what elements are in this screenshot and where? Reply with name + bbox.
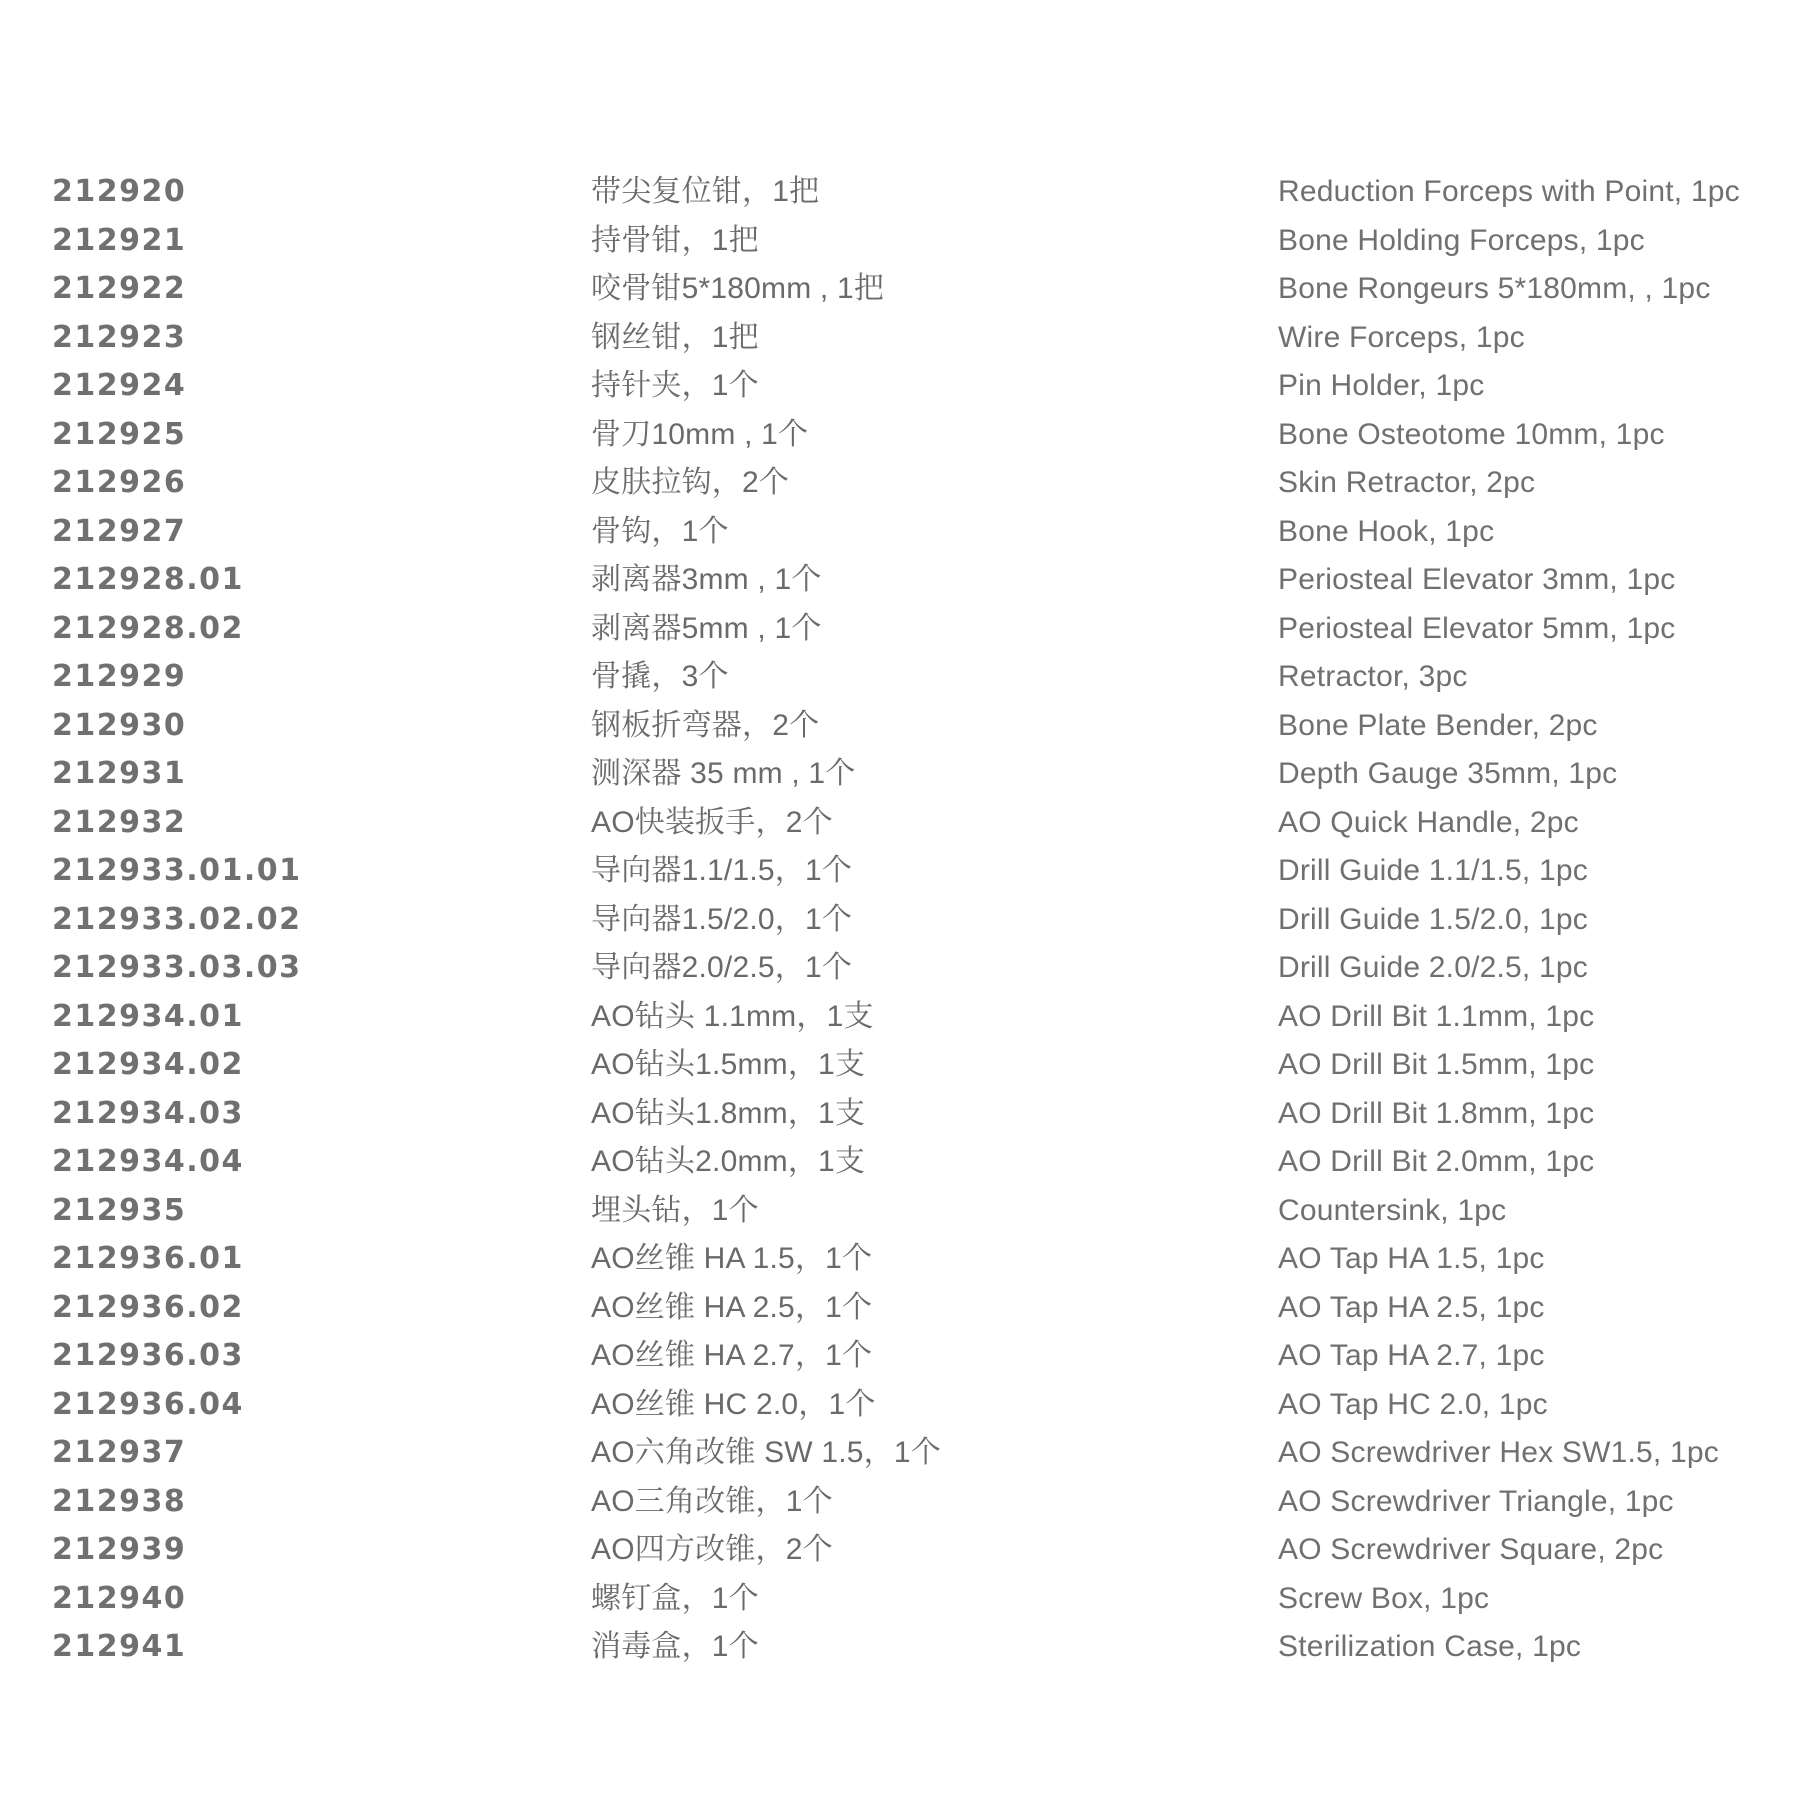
item-name-chinese: 钢丝钳，1把 — [591, 320, 759, 354]
list-item — [0, 1575, 1800, 1624]
item-name-chinese: 螺钉盒，1个 — [591, 1581, 759, 1615]
item-code: 212926 — [52, 465, 187, 500]
list-item — [0, 168, 1800, 217]
item-name-english: Periosteal Elevator 3mm, 1pc — [1278, 563, 1676, 596]
item-name-english: Reduction Forceps with Point, 1pc — [1278, 175, 1740, 208]
list-item — [0, 1235, 1800, 1284]
list-item — [0, 1332, 1800, 1381]
item-name-chinese: AO钻头1.8mm，1支 — [591, 1096, 866, 1130]
list-item — [0, 653, 1800, 702]
item-name-chinese: AO快装扳手，2个 — [591, 805, 833, 839]
list-item — [0, 847, 1800, 896]
list-item — [0, 217, 1800, 266]
item-name-english: AO Tap HC 2.0, 1pc — [1278, 1387, 1548, 1421]
item-name-chinese: 带尖复位钳，1把 — [591, 175, 820, 208]
item-name-english: AO Screwdriver Square, 2pc — [1278, 1533, 1664, 1566]
item-name-english: Skin Retractor, 2pc — [1278, 466, 1536, 499]
item-name-english: Bone Holding Forceps, 1pc — [1278, 223, 1645, 257]
item-code: 212925 — [52, 416, 187, 452]
list-item — [0, 1526, 1800, 1575]
item-name-english: Retractor, 3pc — [1278, 660, 1468, 693]
item-code: 212936.03 — [52, 1338, 244, 1373]
list-item — [0, 1138, 1800, 1187]
item-name-english: AO Screwdriver Triangle, 1pc — [1278, 1484, 1674, 1518]
item-name-chinese: AO四方改锥，2个 — [591, 1533, 833, 1566]
item-name-english: AO Tap HA 2.7, 1pc — [1278, 1339, 1545, 1372]
item-code: 212933.02.02 — [52, 901, 302, 937]
item-name-chinese: 骨钩，1个 — [591, 514, 729, 548]
item-name-english: AO Drill Bit 1.5mm, 1pc — [1278, 1048, 1595, 1081]
list-item — [0, 1090, 1800, 1139]
item-code: 212933.01.01 — [52, 853, 302, 888]
item-name-chinese: AO丝锥 HA 2.7，1个 — [591, 1339, 873, 1372]
item-name-chinese: 消毒盒，1个 — [591, 1630, 759, 1663]
item-name-chinese: 持针夹，1个 — [591, 369, 759, 402]
item-name-english: AO Drill Bit 1.8mm, 1pc — [1278, 1096, 1595, 1130]
item-name-english: Sterilization Case, 1pc — [1278, 1630, 1582, 1663]
item-code: 212936.01 — [52, 1241, 244, 1276]
item-name-english: AO Drill Bit 1.1mm, 1pc — [1278, 999, 1595, 1033]
item-name-chinese: 咬骨钳5*180mm , 1把 — [591, 272, 885, 305]
item-name-chinese: 剥离器3mm , 1个 — [591, 563, 822, 596]
item-name-chinese: 钢板折弯器，2个 — [591, 708, 820, 742]
item-code: 212934.02 — [52, 1047, 244, 1082]
item-name-chinese: 导向器1.1/1.5，1个 — [591, 854, 853, 887]
item-code: 212929 — [52, 659, 187, 694]
list-item — [0, 1478, 1800, 1527]
item-name-chinese: AO丝锥 HA 2.5，1个 — [591, 1290, 873, 1324]
item-name-chinese: 导向器2.0/2.5，1个 — [591, 951, 853, 984]
item-name-chinese: 剥离器5mm , 1个 — [591, 611, 822, 645]
item-code: 212939 — [52, 1532, 187, 1567]
item-name-chinese: 骨撬，3个 — [591, 660, 729, 693]
list-item — [0, 508, 1800, 557]
item-code: 212934.01 — [52, 998, 244, 1034]
item-code: 212927 — [52, 513, 187, 549]
item-name-chinese: AO钻头1.5mm，1支 — [591, 1048, 866, 1081]
item-name-english: AO Tap HA 2.5, 1pc — [1278, 1290, 1545, 1324]
instrument-list — [0, 168, 1800, 1672]
list-item — [0, 265, 1800, 314]
item-code: 212940 — [52, 1580, 187, 1616]
item-name-english: Bone Plate Bender, 2pc — [1278, 708, 1598, 742]
item-name-english: Periosteal Elevator 5mm, 1pc — [1278, 611, 1676, 645]
list-item — [0, 1381, 1800, 1430]
item-name-english: AO Screwdriver Hex SW1.5, 1pc — [1278, 1436, 1719, 1469]
item-name-english: Bone Osteotome 10mm, 1pc — [1278, 417, 1665, 451]
item-code: 212936.02 — [52, 1289, 244, 1325]
item-code: 212938 — [52, 1483, 187, 1519]
list-item — [0, 993, 1800, 1042]
list-item — [0, 896, 1800, 945]
item-name-chinese: 持骨钳，1把 — [591, 223, 759, 257]
item-code: 212941 — [52, 1629, 187, 1664]
item-code: 212934.03 — [52, 1095, 244, 1131]
item-code: 212932 — [52, 804, 187, 840]
item-code: 212921 — [52, 222, 187, 258]
list-item — [0, 1041, 1800, 1090]
item-name-chinese: AO三角改锥，1个 — [591, 1484, 833, 1518]
list-item — [0, 1429, 1800, 1478]
item-name-chinese: AO钻头2.0mm，1支 — [591, 1145, 866, 1178]
item-name-chinese: 埋头钻，1个 — [591, 1193, 759, 1227]
item-name-chinese: 皮肤拉钩，2个 — [591, 466, 790, 499]
item-name-chinese: AO钻头 1.1mm，1支 — [591, 999, 874, 1033]
item-name-english: AO Drill Bit 2.0mm, 1pc — [1278, 1145, 1595, 1178]
list-item — [0, 556, 1800, 605]
item-name-chinese: AO丝锥 HA 1.5，1个 — [591, 1242, 873, 1275]
item-code: 212935 — [52, 1192, 187, 1228]
list-item — [0, 605, 1800, 654]
item-name-english: Screw Box, 1pc — [1278, 1581, 1490, 1615]
item-name-english: Depth Gauge 35mm, 1pc — [1278, 757, 1618, 790]
list-item — [0, 1623, 1800, 1672]
item-code: 212934.04 — [52, 1144, 244, 1179]
list-item — [0, 362, 1800, 411]
item-name-english: Bone Hook, 1pc — [1278, 514, 1495, 548]
list-item — [0, 1284, 1800, 1333]
item-name-english: AO Quick Handle, 2pc — [1278, 805, 1579, 839]
item-name-chinese: 骨刀10mm , 1个 — [591, 417, 809, 451]
item-code: 212937 — [52, 1435, 187, 1470]
item-name-english: Drill Guide 2.0/2.5, 1pc — [1278, 951, 1588, 984]
item-code: 212928.01 — [52, 562, 244, 597]
list-item — [0, 314, 1800, 363]
list-item — [0, 750, 1800, 799]
item-name-english: Drill Guide 1.1/1.5, 1pc — [1278, 854, 1588, 887]
list-item — [0, 702, 1800, 751]
item-code: 212924 — [52, 368, 187, 403]
item-code: 212931 — [52, 756, 187, 791]
item-name-chinese: AO六角改锥 SW 1.5，1个 — [591, 1436, 941, 1469]
item-name-chinese: 导向器1.5/2.0，1个 — [591, 902, 853, 936]
item-code: 212928.02 — [52, 610, 244, 646]
item-code: 212930 — [52, 707, 187, 743]
list-item — [0, 459, 1800, 508]
list-item — [0, 411, 1800, 460]
item-code: 212923 — [52, 319, 187, 355]
item-code: 212933.03.03 — [52, 950, 302, 985]
list-item — [0, 944, 1800, 993]
item-name-chinese: 测深器 35 mm , 1个 — [591, 757, 856, 790]
item-name-english: AO Tap HA 1.5, 1pc — [1278, 1242, 1545, 1275]
item-code: 212936.04 — [52, 1386, 244, 1422]
list-item — [0, 799, 1800, 848]
item-name-english: Bone Rongeurs 5*180mm, , 1pc — [1278, 272, 1711, 305]
item-code: 212922 — [52, 271, 187, 306]
item-code: 212920 — [52, 174, 187, 209]
item-name-chinese: AO丝锥 HC 2.0，1个 — [591, 1387, 876, 1421]
item-name-english: Pin Holder, 1pc — [1278, 369, 1485, 402]
item-name-english: Wire Forceps, 1pc — [1278, 320, 1525, 354]
item-name-english: Countersink, 1pc — [1278, 1193, 1507, 1227]
item-name-english: Drill Guide 1.5/2.0, 1pc — [1278, 902, 1588, 936]
list-item — [0, 1187, 1800, 1236]
